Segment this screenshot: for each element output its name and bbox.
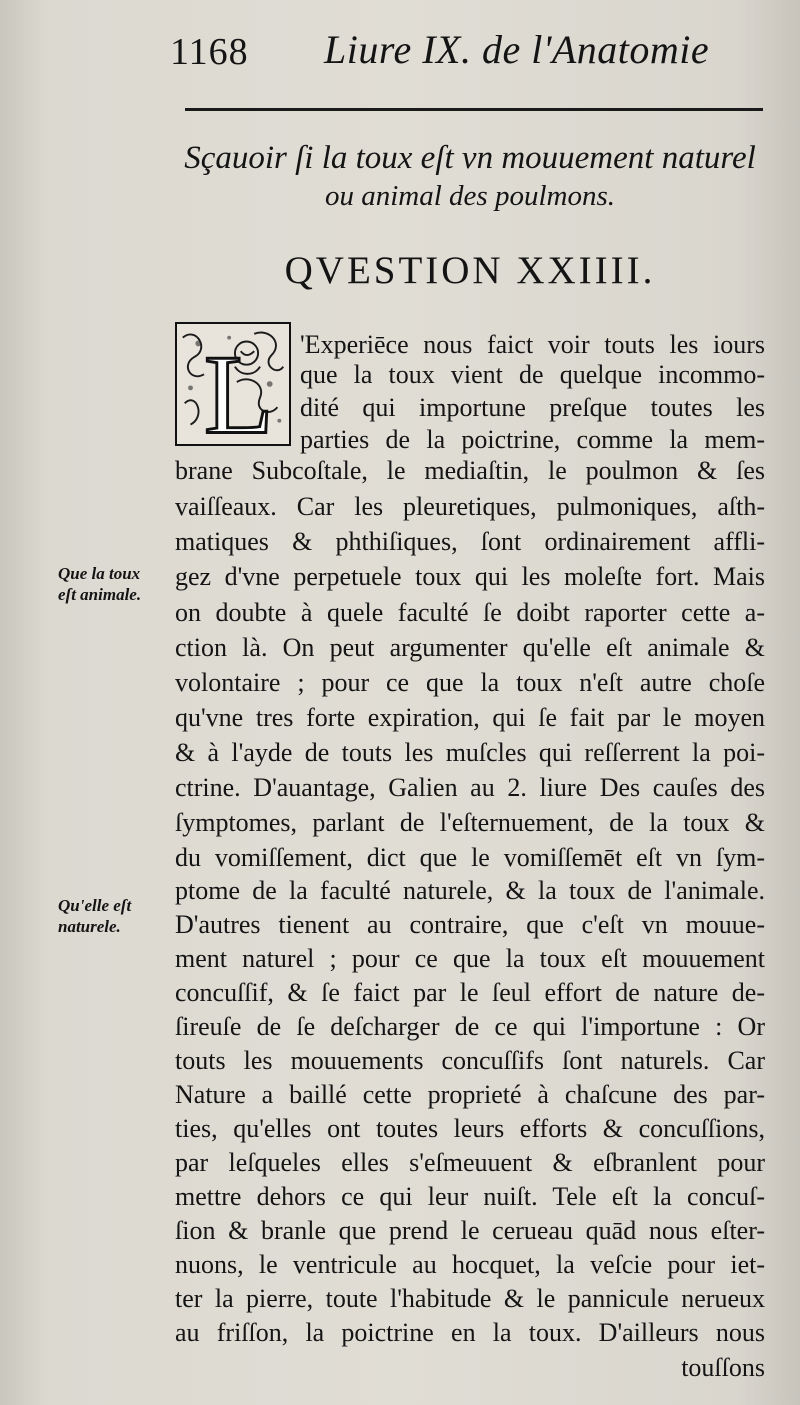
body-line: vaiſſeaux. Car les pleuretiques, pulmoniques, aſth- bbox=[175, 492, 765, 521]
body-line: mettre dehors ce qui leur nuiſt. Tele eſt la concuſ- bbox=[175, 1182, 765, 1211]
body-line: Nature a baillé cette proprieté à chaſcune des par- bbox=[175, 1080, 765, 1109]
body-line: matiques & phthiſiques, ſont ordinairement affli- bbox=[175, 527, 765, 556]
body-line: parties de la poictrine, comme la mem- bbox=[300, 425, 765, 454]
header-rule bbox=[185, 108, 763, 111]
page-header bbox=[170, 18, 770, 78]
page-number: 1168 bbox=[170, 31, 249, 73]
body-line: ſireuſe de ſe deſcharger de ce qui l'importune : Or bbox=[175, 1012, 765, 1041]
dropcap-letter: L bbox=[204, 330, 274, 444]
decorated-initial-l bbox=[175, 322, 291, 446]
question-heading: QVESTION XXIIII. bbox=[284, 249, 656, 292]
margin-note-line: Que la toux bbox=[58, 564, 141, 583]
body-line: touts les mouuements concuſſifs ſont naturels. Car bbox=[175, 1046, 765, 1075]
body-line: 'Experiēce nous faict voir touts les iours bbox=[300, 330, 765, 359]
body-line: ſymptomes, parlant de l'eſternuement, de la toux & bbox=[175, 808, 765, 837]
body-line: ter la pierre, toute l'habitude & le pannicule nerueux bbox=[175, 1284, 765, 1313]
body-line: ctrine. D'auantage, Galien au 2. liure Des cauſes des bbox=[175, 773, 765, 802]
body-line: brane Subcoſtale, le mediaſtin, le poulmon & ſes bbox=[175, 456, 765, 485]
catchword: touſſons bbox=[681, 1353, 765, 1382]
body-line: on doubte à quele faculté ſe doibt raporter cette a- bbox=[175, 598, 765, 627]
margin-note-line: Qu'elle eſt bbox=[58, 896, 132, 915]
body-line: qu'vne tres forte expiration, qui ſe fait par le moyen bbox=[175, 703, 765, 732]
body-line: ſion & branle que prend le cerueau quād nous eſter- bbox=[175, 1216, 765, 1245]
margin-note-1 bbox=[58, 563, 141, 605]
ornamental-letter-l-icon bbox=[177, 324, 289, 444]
body-line: du vomiſſement, dict que le vomiſſemēt eſt vn ſym- bbox=[175, 843, 765, 872]
margin-note-line: eſt animale. bbox=[58, 585, 142, 604]
margin-note-2 bbox=[58, 895, 131, 937]
body-line: ment naturel ; pour ce que la toux eſt mouuement bbox=[175, 944, 765, 973]
body-line: volontaire ; pour ce que la toux n'eſt autre choſe bbox=[175, 668, 765, 697]
body-line: par leſqueles elles s'eſmeuuent & eſbranlent pour bbox=[175, 1148, 765, 1177]
running-head: Liure IX. de l'Anatomie bbox=[324, 27, 710, 72]
body-line: ties, qu'elles ont toutes leurs efforts & concuſſions, bbox=[175, 1114, 765, 1143]
body-line: dité qui importune preſque toutes les bbox=[300, 393, 765, 422]
margin-note-line: naturele. bbox=[58, 917, 121, 936]
body-line: que la toux vient de quelque incommo- bbox=[300, 360, 765, 389]
chapter-title-line-1: Sçauoir ſi la toux eſt vn mouuement naturel bbox=[184, 140, 756, 176]
body-line: D'autres tienent au contraire, que c'eſt vn mouue- bbox=[175, 910, 765, 939]
chapter-title-line-2: ou animal des poulmons. bbox=[325, 180, 615, 212]
body-line: concuſſif, & ſe faict par le ſeul effort de nature de- bbox=[175, 978, 765, 1007]
body-line: nuons, le ventricule au hocquet, la veſcie pour iet- bbox=[175, 1250, 765, 1279]
body-line: ptome de la faculté naturele, & la toux de l'animale. bbox=[175, 876, 765, 905]
body-line: gez d'vne perpetuele toux qui les moleſte fort. Mais bbox=[175, 562, 765, 591]
body-line: au friſſon, la poictrine en la toux. D'ailleurs nous bbox=[175, 1318, 765, 1347]
body-line: & à l'ayde de touts les muſcles qui reſſerrent la poi- bbox=[175, 738, 765, 767]
body-line: ction là. On peut argumenter qu'elle eſt animale & bbox=[175, 633, 765, 662]
